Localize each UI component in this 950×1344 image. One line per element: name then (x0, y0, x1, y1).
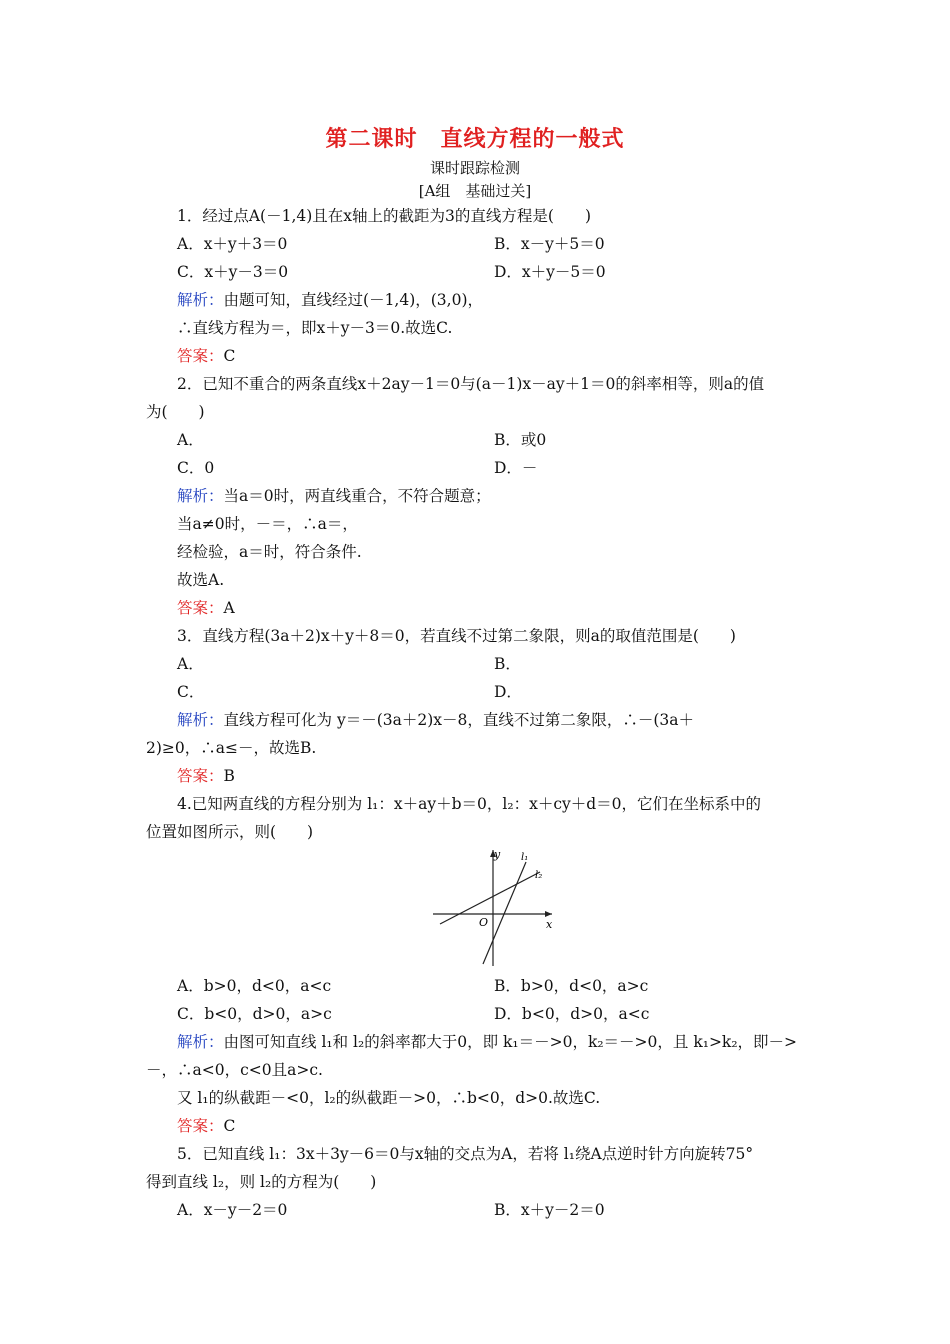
q2-solution-4: 故选A. (177, 571, 225, 589)
line-l2 (440, 870, 543, 924)
l1-label: l₁ (521, 852, 529, 863)
origin-label: O (479, 916, 489, 929)
q5-option-b: B．x＋y－2＝0 (494, 1201, 605, 1219)
q1-option-c: C．x＋y－3＝0 (177, 263, 289, 281)
q2-solution-3: 经检验，a＝时，符合条件. (177, 543, 362, 561)
q4-answer: 答案：C (177, 1117, 236, 1135)
line-l1 (483, 862, 526, 964)
q2-option-a: A． (177, 431, 204, 449)
q1-answer: 答案：C (177, 347, 236, 365)
coordinate-figure (428, 842, 558, 970)
solution-label: 解析： (177, 711, 224, 729)
q2-option-c: C．0 (177, 459, 215, 477)
q2-option-b: B．或0 (494, 431, 547, 449)
q2-solution-2: 当a≠0时，－＝，∴a＝， (177, 515, 358, 533)
answer-label: 答案： (177, 767, 224, 785)
solution-label: 解析： (177, 1033, 224, 1051)
q2-solution-1: 解析：当a＝0时，两直线重合，不符合题意； (177, 487, 491, 505)
group-label: [A组 基础过关] (418, 182, 532, 200)
q5-stem-2: 得到直线 l₂，则 l₂的方程为( ) (146, 1173, 377, 1191)
q5-stem-1: 5．已知直线 l₁：3x＋3y－6＝0与x轴的交点为A，若将 l₁绕A点逆时针方向旋转75° (177, 1145, 754, 1163)
q4-option-b: B．b>0，d<0，a>c (494, 977, 649, 995)
q1-option-b: B．x－y＋5＝0 (494, 235, 605, 253)
l2-label: l₂ (535, 870, 543, 881)
q3-answer: 答案：B (177, 767, 235, 785)
x-axis-arrow (545, 911, 552, 917)
q3-solution-2: 2)≥0，∴a≤－，故选B. (146, 739, 317, 757)
q3-option-b: B． (494, 655, 521, 673)
q4-stem-2: 位置如图所示，则( ) (146, 823, 314, 841)
answer-label: 答案： (177, 347, 224, 365)
q4-option-d: D．b<0，d>0，a<c (494, 1005, 650, 1023)
x-axis-label: x (546, 918, 553, 931)
q1-option-d: D．x＋y－5＝0 (494, 263, 606, 281)
q2-stem-1: 2．已知不重合的两条直线x＋2ay－1＝0与(a－1)x－ay＋1＝0的斜率相等，则a的值 (177, 375, 765, 393)
q3-option-d: D． (494, 683, 522, 701)
solution-label: 解析： (177, 487, 224, 505)
q4-stem-1: 4.已知两直线的方程分别为 l₁：x＋ay＋b＝0，l₂：x＋cy＋d＝0，它们在坐标系中的 (177, 795, 762, 813)
q1-option-a: A．x＋y＋3＝0 (177, 235, 288, 253)
q1-stem: 1．经过点A(－1,4)且在x轴上的截距为3的直线方程是( ) (177, 207, 591, 225)
q4-solution-2: －，∴a<0，c<0且a>c. (146, 1061, 323, 1079)
q4-solution-3: 又 l₁的纵截距－<0，l₂的纵截距－>0，∴b<0，d>0.故选C. (177, 1089, 601, 1107)
subtitle: 课时跟踪检测 (429, 159, 520, 177)
page-title: 第二课时 直线方程的一般式 (325, 126, 625, 152)
q3-option-c: C． (177, 683, 205, 701)
q2-answer: 答案：A (177, 599, 235, 617)
q2-stem-2: 为( ) (146, 403, 205, 421)
q3-solution-1: 解析：直线方程可化为 y＝－(3a＋2)x－8，直线不过第二象限，∴－(3a＋ (177, 711, 695, 729)
solution-label: 解析： (177, 291, 224, 309)
answer-label: 答案： (177, 1117, 224, 1135)
answer-label: 答案： (177, 599, 224, 617)
q5-option-a: A．x－y－2＝0 (177, 1201, 288, 1219)
q4-option-a: A．b>0，d<0，a<c (177, 977, 332, 995)
q3-option-a: A． (177, 655, 204, 673)
q1-solution-1: 解析：由题可知，直线经过(－1,4)，(3,0)， (177, 291, 484, 309)
y-axis-label: y (494, 848, 501, 861)
q4-solution-1: 解析：由图可知直线 l₁和 l₂的斜率都大于0，即 k₁＝－>0，k₂＝－>0，且 k₁>k₂，即－> (177, 1033, 798, 1051)
q1-solution-2: ∴直线方程为＝，即x＋y－3＝0.故选C. (177, 319, 453, 337)
q4-option-c: C．b<0，d>0，a>c (177, 1005, 332, 1023)
q3-stem: 3．直线方程(3a＋2)x＋y＋8＝0，若直线不过第二象限，则a的取值范围是( ) (177, 627, 736, 645)
q2-option-d: D．－ (494, 459, 538, 477)
